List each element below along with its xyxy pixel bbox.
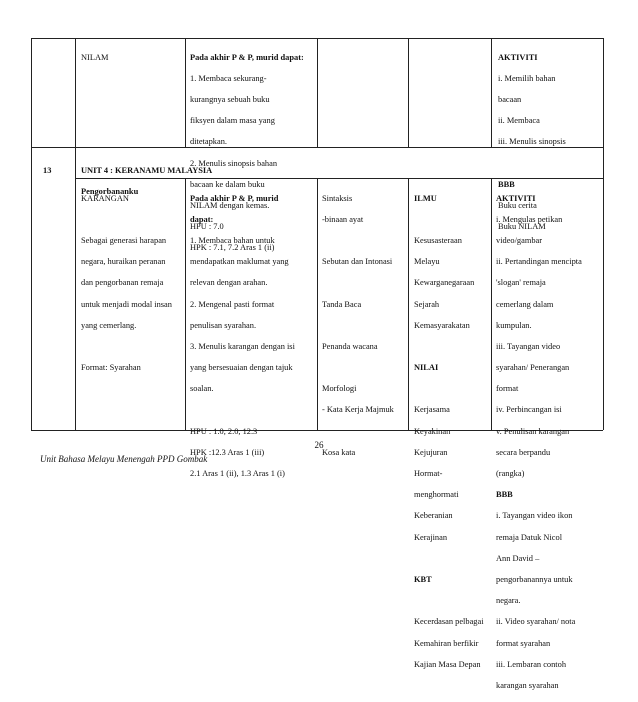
activity-line: video/gambar [496,235,543,245]
nilam-objective-line: 1. Membaca sekurang- [190,73,267,83]
grammar-line: Sebutan dan Intonasi [322,257,393,267]
activity-line: karangan syarahan [496,680,559,690]
nilam-activity-line: Buku NILAM [498,222,546,232]
knowledge-line: Kecerdasan pelbagai [414,617,484,627]
knowledge-line: Keyakinan [414,426,451,436]
grammar-line [322,321,394,332]
nilam-objective-line: HPK : 7.1, 7.2 Aras 1 (ii) [190,243,275,253]
week-number-cell [43,155,51,187]
knowledge-line: ILMU [414,193,437,203]
nilam-activity-line: bacaan [498,94,522,104]
knowledge-line: Kesusasteraan [414,235,462,245]
knowledge-line: Kajian Masa Depan [414,659,481,669]
table-line-right [603,38,604,430]
activity-line: syarahan/ Penerangan [496,363,570,373]
topic-line: dan pengorbanan remaja [81,278,164,288]
knowledge-line: NILAI [414,363,439,373]
activity-line: secara berpandu [496,447,551,457]
knowledge-line: Kerjasama [414,405,450,415]
page-number: 26 [314,440,324,450]
grammar-line [322,427,394,438]
page-footer: Unit Bahasa Melayu Menengah PPD Gombak [40,454,208,464]
grammar-line: -binaan ayat [322,214,364,224]
table-line-col4-a [408,38,409,147]
topic-line: Sebagai generasi harapan [81,235,167,245]
nilam-objective-line: kurangnya sebuah buku [190,94,270,104]
nilam-activity-line: BBB [498,179,515,189]
topic-line: negara, huraikan peranan [81,257,166,267]
table-line-col5-a [491,38,492,147]
knowledge-line: Kemahiran berfikir [414,638,479,648]
nilam-activity-line: Buku cerita [498,200,537,210]
nilam-activity-line: i. Memilih bahan [498,73,556,83]
grammar-line: Kosa kata [322,447,356,457]
grammar-line: Penanda wacana [322,341,378,351]
objective-line: HPK :12.3 Aras 1 (iii) [190,447,265,457]
table-line-left [31,38,32,430]
topic-line: Format: Syarahan [81,363,141,373]
activity-line: AKTIVITI [496,193,536,203]
table-line-col2-a [185,38,186,147]
activity-line: iii. Tayangan video [496,341,561,351]
nilam-objective-line: ditetapkan. [190,137,227,147]
objective-line: Pada akhir P & P, murid [190,193,279,203]
grammar-line [322,363,394,374]
objective-line: 3. Menulis karangan dengan isi [190,341,295,351]
activity-line: Ann David – [496,553,540,563]
nilam-objective-line: NILAM dengan kemas. [190,200,270,210]
knowledge-line: Sejarah [414,299,440,309]
activity-line: 'slogan' remaja [496,278,546,288]
topic-line [81,215,172,226]
topic-line: untuk menjadi modal insan [81,299,172,309]
nilam-objective-line: Pada akhir P & P, murid dapat: [190,52,304,62]
knowledge-line: Kewarganegaraan [414,278,475,288]
objective-line: soalan. [190,384,214,394]
nilam-objective-line: bacaan ke dalam buku [190,179,265,189]
topic-cell [81,183,172,384]
objective-line: yang bersesuaian dengan tajuk [190,363,293,373]
objective-line: 2. Mengenal pasti format [190,299,275,309]
activity-line: cemerlang dalam [496,299,554,309]
nilam-topic-cell [81,42,108,74]
topic-line: KARANGAN [81,193,129,203]
activity-line: remaja Datuk Nicol [496,532,563,542]
knowledge-line [414,554,484,565]
grammar-line: Tanda Baca [322,299,362,309]
knowledge-line: Melayu [414,257,440,267]
nilam-activity-line: iii. Menulis sinopsis [498,137,566,147]
table-line-col4-b [408,178,409,430]
activity-line: ii. Video syarahan/ nota [496,617,576,627]
objective-line: 2.1 Aras 1 (ii), 1.3 Aras 1 (i) [190,469,285,479]
grammar-line [322,278,394,289]
nilam-activity-line [498,159,566,170]
activity-line: i. Tayangan video ikon [496,511,573,521]
objective-line: 1. Membaca bahan untuk [190,235,275,245]
table-line-col1 [75,38,76,430]
activity-line: (rangka) [496,469,525,479]
activity-line: iv. Perbincangan isi [496,405,562,415]
nilam-activity-line: AKTIVITI [498,52,538,62]
knowledge-line: Kerajinan [414,532,448,542]
nilam-objective-line: 2. Menulis sinopsis bahan [190,158,278,168]
activity-line: iii. Lembaran contoh [496,659,567,669]
knowledge-line: menghormati [414,490,459,500]
objective-line: HPU : 1.0, 2.0, 12.3 [190,426,258,436]
topic-line [81,342,172,353]
knowledge-line [414,596,484,607]
grammar-cell [322,183,394,469]
activity-line: i. Mengulas petikan [496,214,563,224]
nilam-topic: NILAM [81,52,109,62]
grammar-line: - Kata Kerja Majmuk [322,405,394,415]
table-line-col3-a [317,38,318,147]
grammar-line: Sintaksis [322,193,353,203]
knowledge-line [414,342,484,353]
objective-line: dapat: [190,214,214,224]
knowledge-line: KBT [414,574,432,584]
nilam-objective-line: HPU : 7.0 [190,222,224,232]
objective-line [190,405,295,416]
knowledge-line: Kemasyarakatan [414,320,470,330]
activity-line: pengorbanannya untuk [496,574,573,584]
unit-subtitle: Pengorbananku [81,186,139,196]
table-line-col2-b [185,178,186,430]
activity-line: format syarahan [496,638,551,648]
unit-title: UNIT 4 : KERANAMU MALAYSIA [81,165,213,175]
topic-line: yang cemerlang. [81,320,137,330]
activity-line: negara. [496,596,521,606]
objective-line: penulisan syarahan. [190,320,257,330]
knowledge-line [414,215,484,226]
week-number: 13 [43,165,52,175]
grammar-line [322,236,394,247]
knowledge-line [414,384,484,395]
knowledge-line: Kejujuran [414,447,448,457]
knowledge-line: Hormat- [414,469,443,479]
grammar-line: Morfologi [322,384,357,394]
table-line-col5-b [491,178,492,430]
nilam-objective-line: fiksyen dalam masa yang [190,116,275,126]
objective-line: relevan dengan arahan. [190,278,268,288]
knowledge-line: Keberanian [414,511,453,521]
knowledge-cell [414,183,484,681]
activity-line: ii. Pertandingan mencipta [496,257,582,267]
activity-line: format [496,384,519,394]
activity-line: kumpulan. [496,320,532,330]
activity-line: v. Penulisan karangan [496,426,570,436]
activity-line: BBB [496,490,513,500]
nilam-activity-line: ii. Membaca [498,116,540,126]
objective-line: mendapatkan maklumat yang [190,257,289,267]
table-line-col3-b [317,178,318,430]
